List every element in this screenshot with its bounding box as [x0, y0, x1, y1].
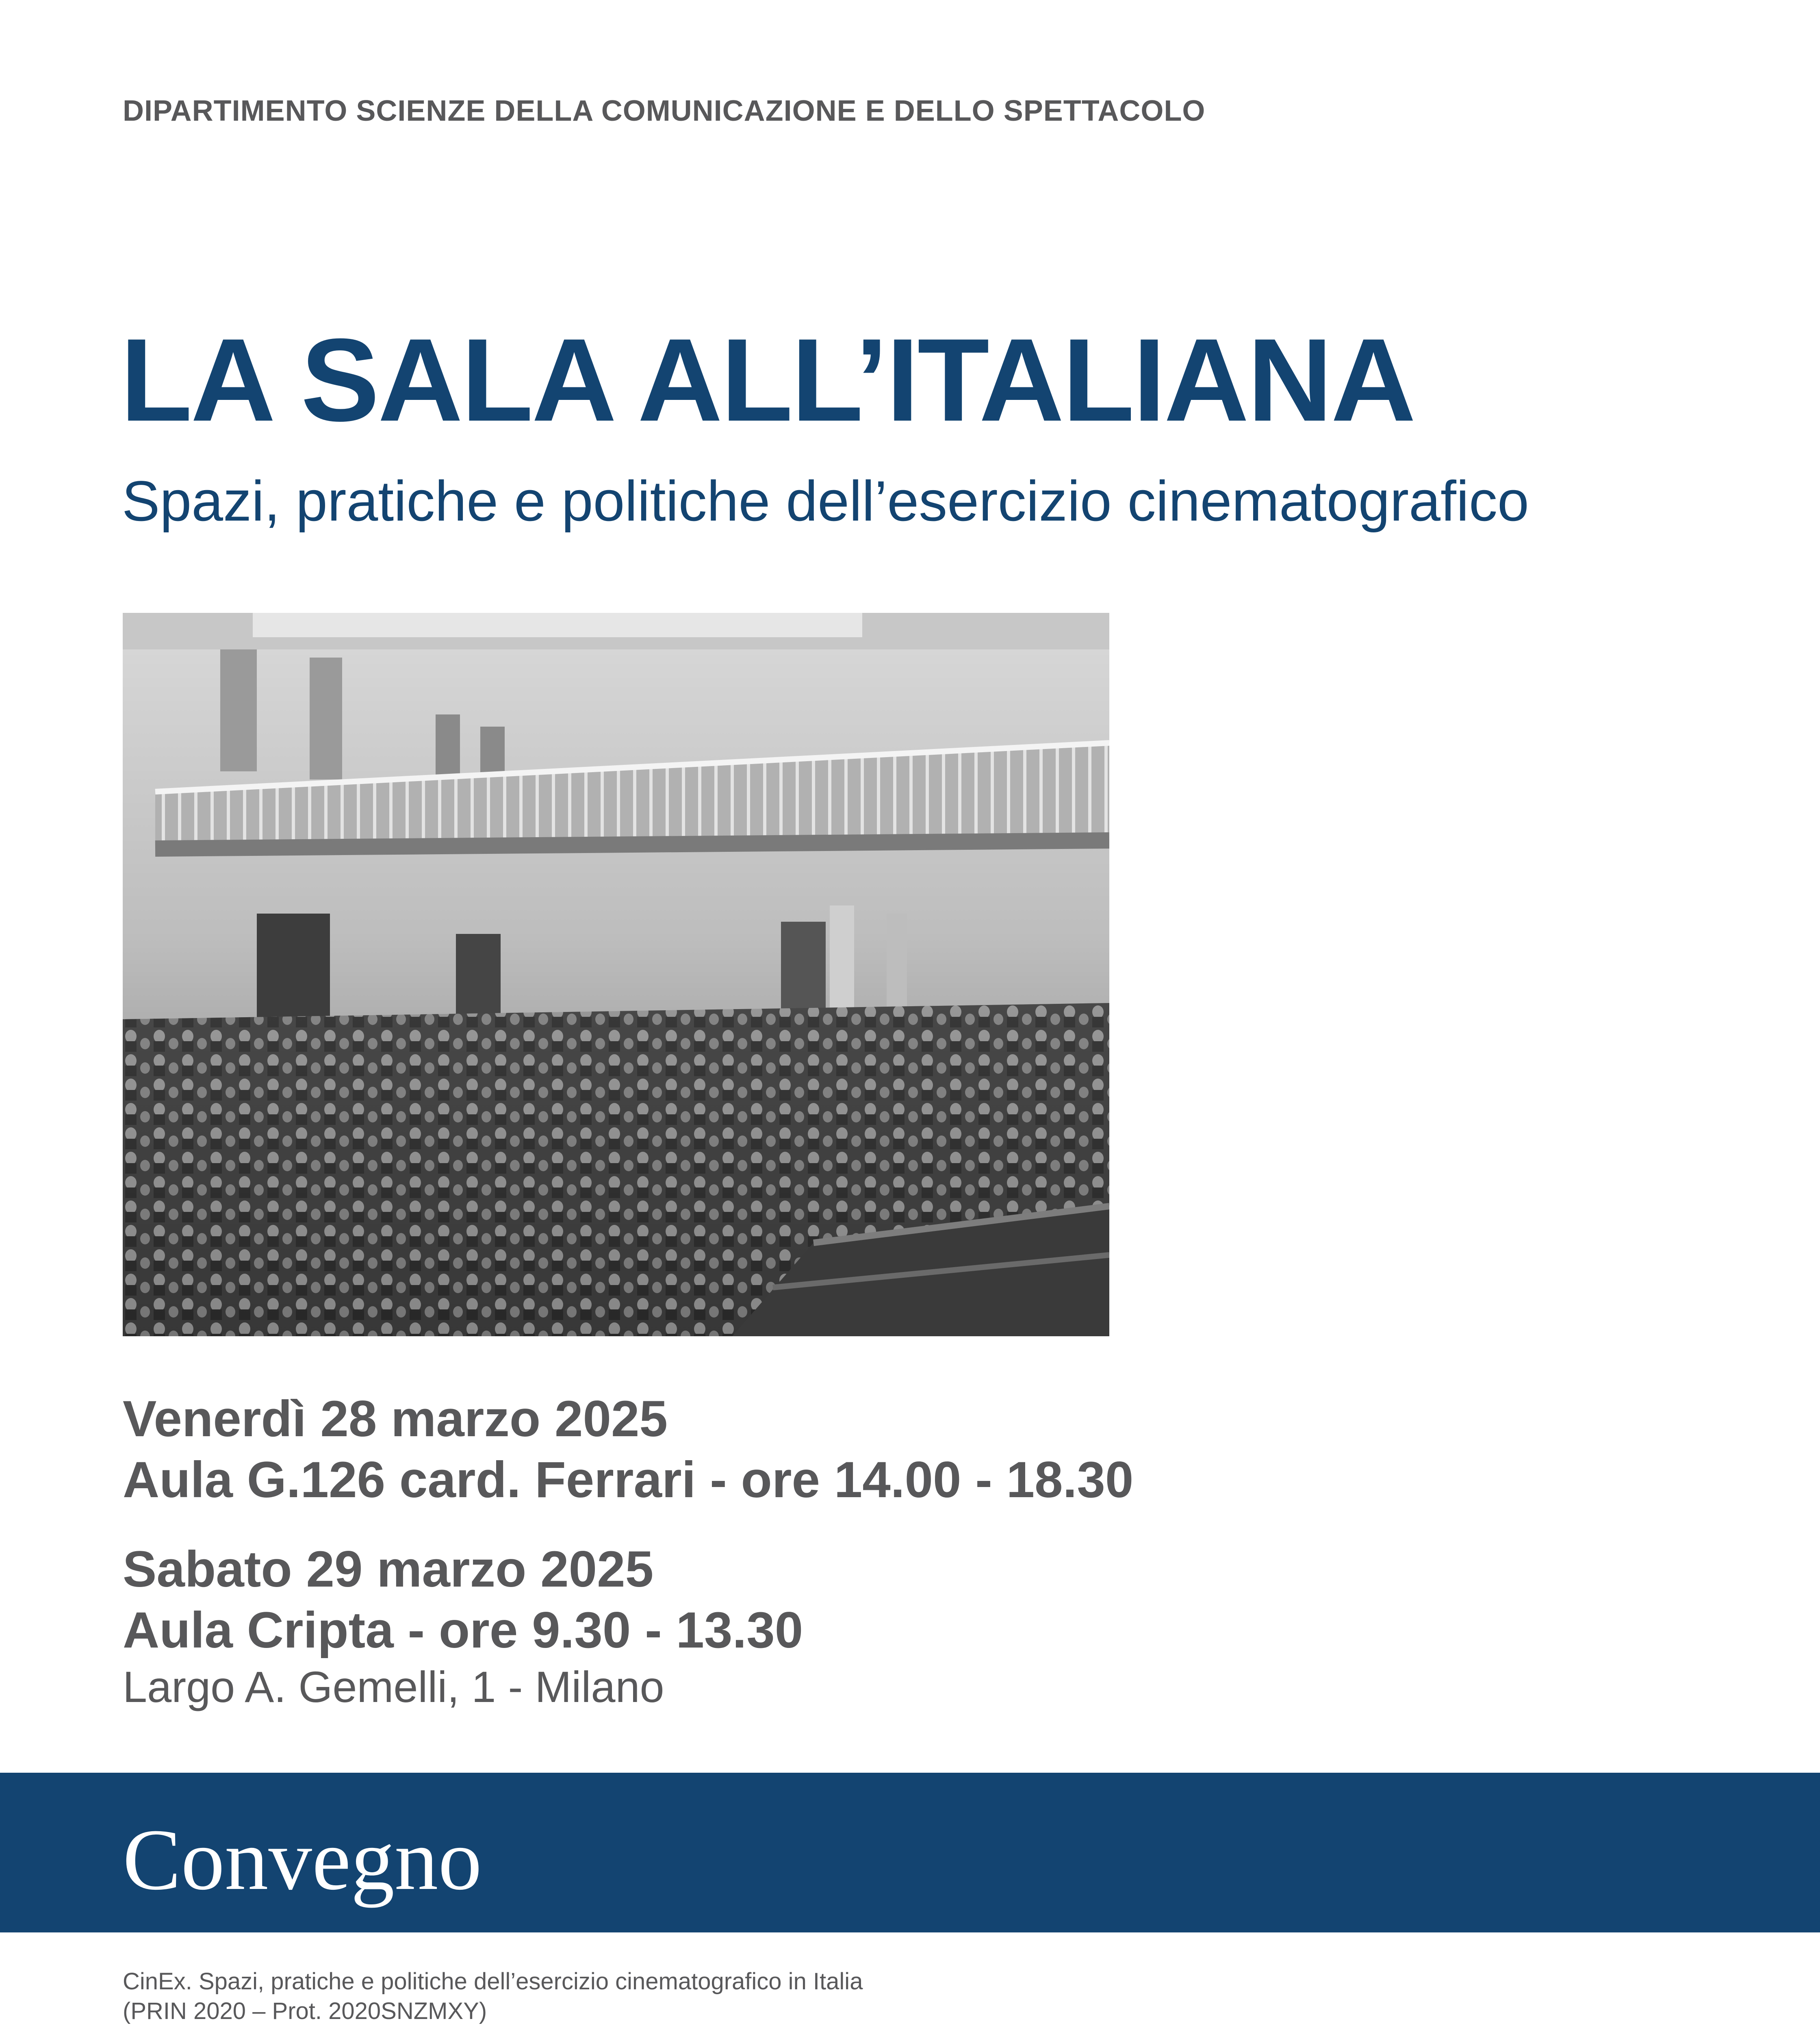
event-2-details: Aula Cripta - ore 9.30 - 13.30 — [123, 1602, 803, 1659]
page-subtitle: Spazi, pratiche e politiche dell’esercizio cinematografico — [122, 469, 1529, 533]
convegno-band — [0, 1773, 1820, 1932]
project-line-2: (PRIN 2020 – Prot. 2020SNZMXY) — [123, 1997, 487, 2024]
project-info — [123, 1967, 863, 2026]
event-1-date: Venerdì 28 marzo 2025 — [123, 1391, 668, 1447]
band-label: Convegno — [123, 1811, 482, 1908]
cinema-hall-photo — [123, 613, 1109, 1336]
event-1-details: Aula G.126 card. Ferrari - ore 14.00 - 18.30 — [123, 1452, 1134, 1508]
department-header: DIPARTIMENTO SCIENZE DELLA COMUNICAZIONE E DELLO SPETTACOLO — [123, 95, 1206, 127]
event-2-date: Sabato 29 marzo 2025 — [123, 1541, 654, 1598]
page-title: LA SALA ALL’ITALIANA — [120, 314, 1414, 446]
venue-address: Largo A. Gemelli, 1 - Milano — [123, 1662, 664, 1711]
project-line-1: CinEx. Spazi, pratiche e politiche dell’esercizio cinematografico in Italia — [123, 1968, 863, 1995]
